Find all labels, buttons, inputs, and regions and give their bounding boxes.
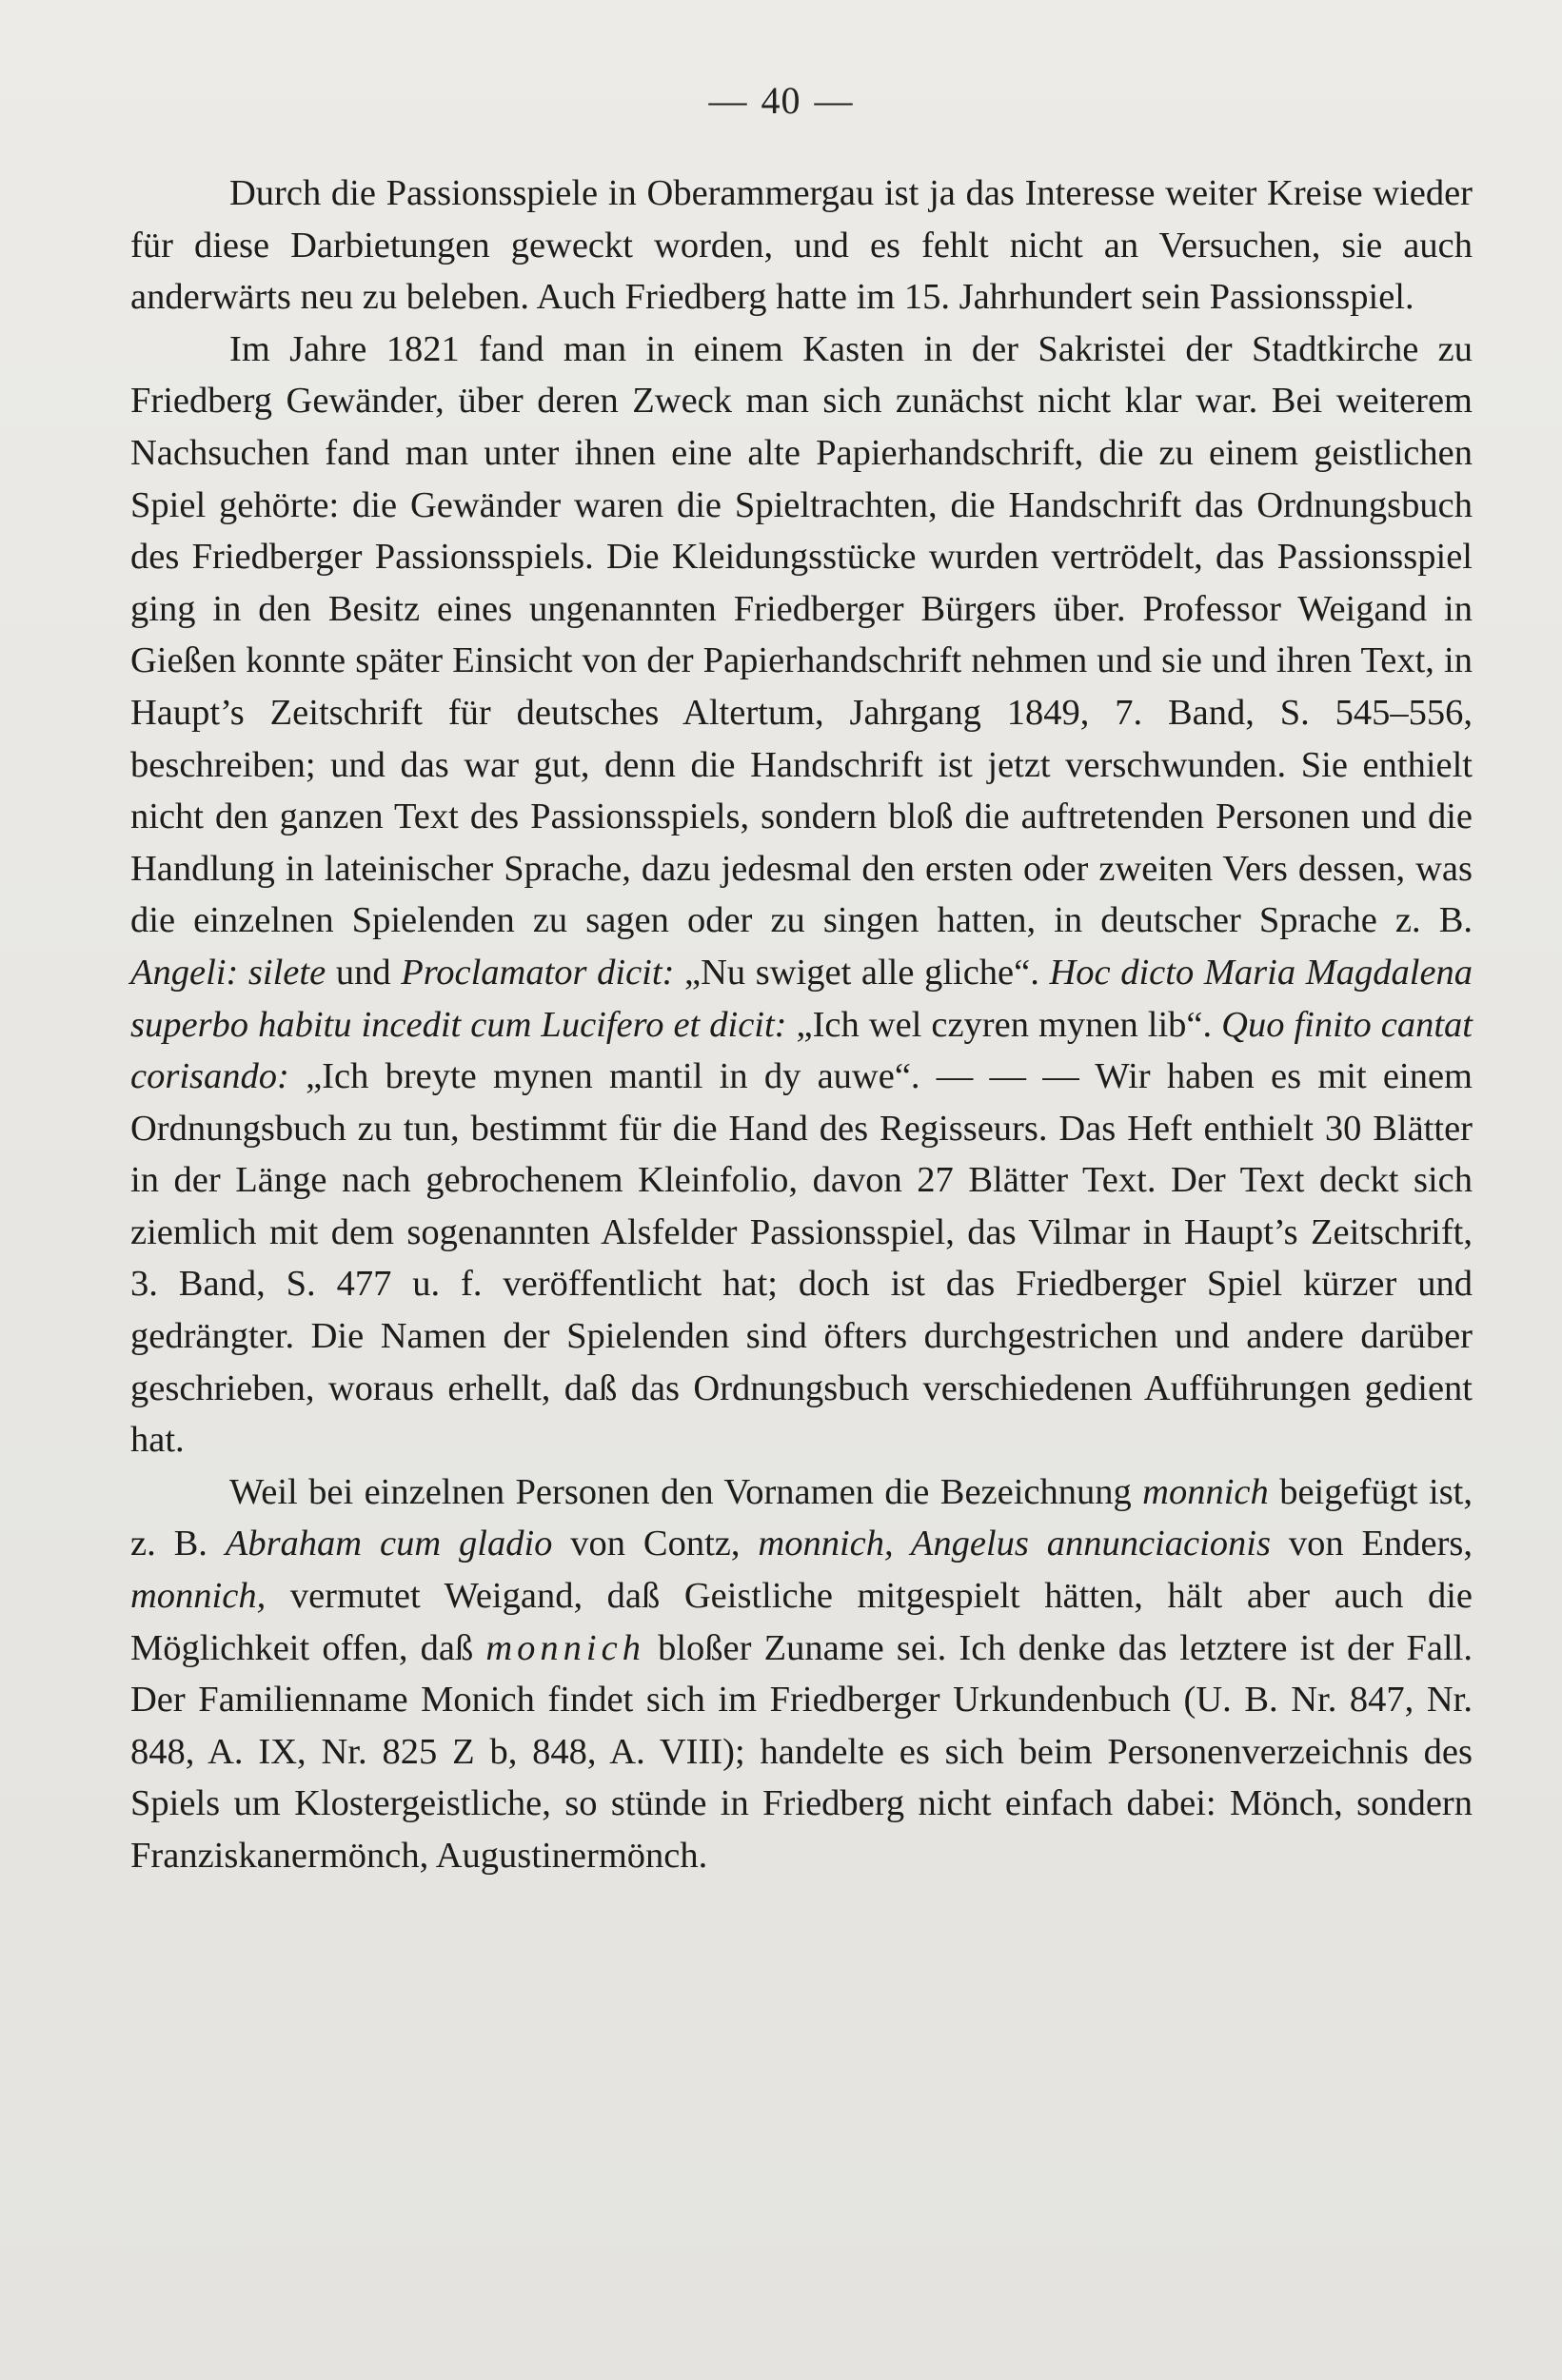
latin-term: monnich, Angelus annunciacionis [758,1524,1271,1564]
paragraph-3-text-f: bloßer Zuname sei. Ich denke das letztere ist der Fall. Der Familienname Monich findet sich im Friedberger Urkundenbuch (U. B. Nr. 847, Nr. 848, A. IX, Nr. 825 Z b, 848, A. VIII); handelte es sich beim Personenverzeichnis des Spiels um Klostergeistliche, so stünde in Friedberg nicht einfach dabei: Mönch, sondern Franziskanermönch, Augustinermönch. [130,1627,1473,1876]
paragraph-2-text-b: und [335,952,391,993]
latin-term: Abraham cum gladio [225,1524,553,1564]
german-verse-quote: „Ich wel czyren mynen lib“. [796,1004,1213,1045]
paragraph-2-text-a: Im Jahre 1821 fand man in einem Kasten in der Sakristei der Stadtkirche zu Friedberg Gewänder, über deren Zweck man sich zunächst nicht klar war. Bei weiterem Nachsuchen fand man unter ihnen eine alte Papierhandschrift, die zu einem geistlichen Spiel gehörte: die Gewänder waren die Spieltrachten, die Handschrift das Ordnungsbuch des Friedberger Passionsspiels. Die Kleidungsstücke wurden vertrödelt, das Passionsspiel ging in den Besitz eines ungenannten Friedberger Bürgers über. Professor Weigand in Gießen konnte später Einsicht von der Papierhandschrift nehmen und sie und ihren Text, in Haupt’s Zeitschrift für deutsches Altertum, Jahrgang 1849, 7. Band, S. 545–556, beschreiben; und das war gut, denn die Handschrift ist jetzt verschwunden. Sie enthielt nicht den ganzen Text des Passionsspiels, sondern bloß die auftretenden Personen und die Handlung in lateinischer Sprache, dazu jedesmal den ersten oder zweiten Vers dessen, was die einzelnen Spielenden zu sagen oder zu singen hatten, in deutscher Sprache z. B. [130,328,1473,941]
body-text [130,167,1473,1882]
page-number: 40 [761,79,801,122]
paragraph-3-text-d: von Enders, [1288,1524,1473,1564]
page-number-dash-right: — [814,79,854,122]
paragraph-sakristei-fund [130,324,1473,1466]
paragraph-3-text-b: beigefügt ist, z. B. [130,1471,1473,1564]
paragraph-3-text-c: von Contz, [570,1524,741,1564]
page-number-header [0,78,1562,123]
latin-stage-direction: Hoc dicto Maria Magdalena superbo habitu incedit cum Lucifero et dicit: [130,952,1473,1045]
german-verse-quote: „Nu swiget alle gliche“. [684,952,1039,993]
latin-stage-direction: Quo finito cantat corisando: [130,1004,1473,1097]
latin-term: monnich, [130,1576,267,1617]
latin-stage-direction: Proclamator dicit: [401,952,675,993]
paragraph-2-text-e: „Ich breyte mynen mantil in dy auwe“. — — — Wir haben es mit einem Ordnungsbuch zu tun, bestimmt für die Hand des Regisseurs. Das Heft enthielt 30 Blätter in der Länge nach gebrochenem Kleinfolio, davon 27 Blätter Text. Der Text deckt sich ziemlich mit dem sogenannten Alsfelder Passionsspiel, das Vilmar in Haupt’s Zeitschrift, 3. Band, S. 477 u. f. veröffentlicht hat; doch ist das Friedberger Spiel kürzer und gedrängter. Die Namen der Spielenden sind öfters durchgestrichen und andere darüber geschrieben, woraus erhellt, daß das Ordnungsbuch verschiedenen Aufführungen gedient hat. [130,1056,1473,1461]
paragraph-monnich [130,1466,1473,1882]
paragraph-passionsspiele [130,167,1473,324]
paragraph-1-text: Durch die Passionsspiele in Oberammergau ist ja das Interesse weiter Kreise wieder für diese Darbietungen geweckt worden, und es fehlt nicht an Versuchen, sie auch anderwärts neu zu beleben. Auch Friedberg hatte im 15. Jahrhundert sein Passionsspiel. [130,173,1473,318]
latin-term: monnich [1142,1471,1269,1512]
paragraph-3-text-e: vermutet Weigand, daß Geistliche mitgespielt hätten, hält aber auch die Möglichkeit offen, daß [130,1576,1473,1668]
paragraph-3-text-a: Weil bei einzelnen Personen den Vornamen die Bezeichnung [229,1471,1132,1512]
page-number-dash-left: — [708,79,748,122]
latin-stage-direction: Angeli: silete [130,952,326,993]
spaced-latin-term: monnich [485,1627,645,1668]
